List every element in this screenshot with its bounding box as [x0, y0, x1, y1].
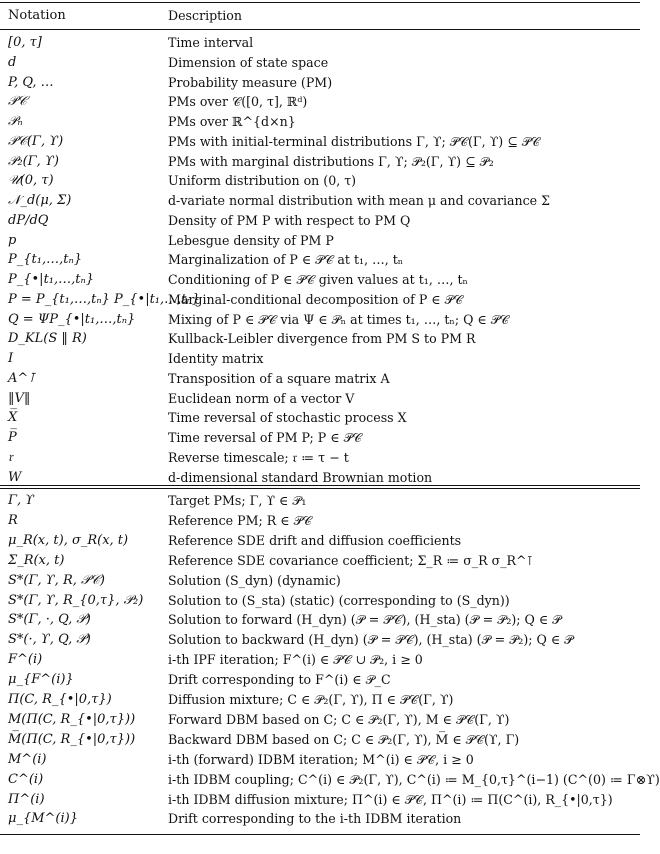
table-row — [0, 191, 640, 211]
notation-cell: Γ, ϒ — [8, 493, 35, 508]
notation-cell: 𝒫𝒞 — [8, 94, 27, 110]
notation-cell: P = P_{t₁,…,tₙ} P_{•|t₁,…,tₙ} — [8, 291, 201, 307]
notation-cell: 𝒫₂(Γ, ϒ) — [8, 153, 59, 169]
table-row — [0, 329, 640, 349]
description-cell: i-th IDBM coupling; C^(i) ∈ 𝒫₂(Γ, ϒ), C^(i) ≔ M_{0,τ}^(i−1) (C^(0) ≔ Γ⊗ϒ) — [168, 771, 660, 787]
table-row — [0, 310, 640, 330]
table-row — [0, 92, 640, 112]
notation-cell: P, Q, … — [8, 74, 54, 90]
notation-cell: S*(·, ϒ, Q, 𝒫) — [8, 632, 91, 648]
description-cell: PMs with marginal distributions Γ, ϒ; 𝒫₂(Γ, ϒ) ⊆ 𝒫₂ — [168, 153, 494, 169]
table-row — [0, 770, 660, 790]
description-cell: d-variate normal distribution with mean μ and covariance Σ — [168, 193, 551, 208]
description-cell: Target PMs; Γ, ϒ ∈ 𝒫₁ — [168, 493, 307, 508]
notation-cell: ‖V‖ — [8, 390, 31, 406]
description-cell: Mixing of P ∈ 𝒫𝒞 via Ψ ∈ 𝒫ₙ at times t₁, …, tₙ; Q ∈ 𝒫𝒞 — [168, 311, 510, 327]
description-cell: Solution (S_dyn) (dynamic) — [168, 572, 341, 588]
notation-cell: 𝔯 — [8, 449, 13, 465]
notation-cell: Π^(i) — [8, 791, 45, 807]
table-row — [0, 690, 640, 710]
table-row — [0, 790, 640, 810]
description-cell: Lebesgue density of PM P — [168, 232, 334, 248]
notation-cell: μ_{F^(i)} — [8, 672, 74, 688]
notation-cell: μ_R(x, t), σ_R(x, t) — [8, 532, 129, 548]
description-cell: Drift corresponding to F^(i) ∈ 𝒫_C — [168, 672, 391, 688]
notation-cell: dP/dQ — [8, 212, 49, 228]
notation-cell: μ_{M^(i)} — [8, 811, 78, 827]
description-cell: Solution to (S_sta) (static) (corresponding to (S_dyn)) — [168, 592, 510, 608]
description-cell: Reference SDE covariance coefficient; Σ_R ≔ σ_R σ_R^⊺ — [168, 552, 534, 568]
description-cell: Solution to backward (H_dyn) (𝒫 = 𝒫𝒞), (H_sta) (𝒫 = 𝒫₂); Q ∈ 𝒫 — [168, 632, 574, 648]
table-row — [0, 290, 640, 310]
description-cell: PMs over 𝒞([0, τ], ℝᵈ) — [168, 94, 308, 110]
notation-cell: S*(Γ, ϒ, R, 𝒫𝒞) — [8, 572, 105, 588]
table-row — [0, 73, 640, 93]
notation-cell: [0, τ] — [8, 35, 42, 50]
notation-cell: S*(Γ, ϒ, R_{0,τ}, 𝒫₂) — [8, 592, 144, 608]
table-row — [0, 670, 640, 690]
description-cell: Marginal-conditional decomposition of P ∈ 𝒫𝒞 — [168, 291, 463, 307]
table-row — [0, 408, 640, 428]
description-cell: Backward DBM based on C; C ∈ 𝒫₂(Γ, ϒ), M̅ ∈ 𝒫𝒞(ϒ, Γ) — [168, 731, 520, 747]
description-cell: Marginalization of P ∈ 𝒫𝒞 at t₁, …, tₙ — [168, 252, 404, 268]
table-header — [0, 6, 640, 26]
table-row — [0, 591, 640, 611]
table-row — [0, 730, 640, 750]
table-row — [0, 491, 640, 511]
notation-cell: C^(i) — [8, 771, 44, 787]
description-cell: Transposition of a square matrix A — [168, 370, 390, 386]
description-cell: Kullback-Leibler divergence from PM S to PM R — [168, 331, 476, 347]
notation-cell: 𝒫𝒞(Γ, ϒ) — [8, 133, 64, 149]
notation-cell: 𝒫ₙ — [8, 114, 23, 129]
notation-cell: S*(Γ, ·, Q, 𝒫) — [8, 612, 91, 628]
description-cell: PMs over ℝ^{d×n} — [168, 114, 296, 129]
header-notation: Notation — [8, 8, 66, 23]
bottom-rule — [0, 834, 640, 835]
notation-cell: P̅ — [8, 430, 17, 445]
table-row — [0, 428, 640, 448]
header-rule — [0, 29, 640, 30]
description-cell: Reference PM; R ∈ 𝒫𝒞 — [168, 512, 312, 528]
description-cell: i-th (forward) IDBM iteration; M^(i) ∈ 𝒫𝒞, i ≥ 0 — [168, 751, 474, 767]
description-cell: Reverse timescale; 𝔯 ≔ τ − t — [168, 449, 349, 465]
table-row — [0, 710, 640, 730]
table-row — [0, 270, 640, 290]
notation-cell: A^⊺ — [8, 370, 36, 386]
table-row — [0, 809, 640, 829]
table-row — [0, 630, 640, 650]
notation-cell: P_{t₁,…,tₙ} — [8, 252, 82, 268]
description-cell: Time reversal of PM P; P ∈ 𝒫𝒞 — [168, 430, 362, 445]
table-row — [0, 389, 640, 409]
table-row — [0, 231, 640, 251]
description-cell: Uniform distribution on (0, τ) — [168, 173, 357, 189]
table-row — [0, 132, 640, 152]
notation-cell: P_{•|t₁,…,tₙ} — [8, 272, 95, 287]
table-row — [0, 152, 640, 172]
table-row — [0, 511, 640, 531]
notation-cell: D_KL(S ‖ R) — [8, 331, 87, 347]
description-cell: i-th IDBM diffusion mixture; Π^(i) ∈ 𝒫𝒞, Π^(i) ≔ Π(C^(i), R_{•|0,τ}) — [168, 791, 613, 807]
table-row — [0, 33, 640, 53]
table-row — [0, 571, 640, 591]
notation-cell: d — [8, 54, 17, 70]
notation-cell: M(Π(C, R_{•|0,τ})) — [8, 711, 136, 727]
table-row — [0, 369, 640, 389]
notation-cell: X̅ — [8, 410, 18, 426]
table-row — [0, 610, 640, 630]
description-cell: Conditioning of P ∈ 𝒫𝒞 given values at t₁, …, tₙ — [168, 272, 468, 287]
description-cell: Probability measure (PM) — [168, 74, 333, 90]
description-cell: Euclidean norm of a vector V — [168, 390, 355, 406]
notation-cell: Σ_R(x, t) — [8, 552, 65, 568]
header-description: Description — [168, 8, 242, 23]
top-rule — [0, 2, 640, 3]
description-cell: Drift corresponding to the i-th IDBM iteration — [168, 811, 462, 827]
description-cell: PMs with initial-terminal distributions Γ, ϒ; 𝒫𝒞(Γ, ϒ) ⊆ 𝒫𝒞 — [168, 133, 541, 149]
notation-cell: Π(C, R_{•|0,τ}) — [8, 692, 112, 707]
description-cell: Solution to forward (H_dyn) (𝒫 = 𝒫𝒞), (H_sta) (𝒫 = 𝒫₂); Q ∈ 𝒫 — [168, 612, 562, 628]
notation-cell: p — [8, 232, 17, 248]
table-row — [0, 750, 640, 770]
description-cell: Dimension of state space — [168, 54, 329, 70]
notation-cell: W — [8, 469, 22, 485]
description-cell: i-th IPF iteration; F^(i) ∈ 𝒫𝒞 ∪ 𝒫₂, i ≥ 0 — [168, 652, 423, 668]
description-cell: Forward DBM based on C; C ∈ 𝒫₂(Γ, ϒ), M ∈ 𝒫𝒞(Γ, ϒ) — [168, 711, 510, 727]
table-row — [0, 211, 640, 231]
description-cell: d-dimensional standard Brownian motion — [168, 469, 433, 485]
description-cell: Time interval — [168, 35, 254, 50]
group-separator-rule-second — [0, 488, 640, 489]
notation-cell: M̅(Π(C, R_{•|0,τ})) — [8, 731, 136, 747]
notation-cell: Q = ΨP_{•|t₁,…,tₙ} — [8, 311, 136, 327]
table-row — [0, 531, 640, 551]
table-row — [0, 349, 640, 369]
notation-cell: R — [8, 512, 18, 528]
notation-cell: M^(i) — [8, 751, 47, 767]
table-row — [0, 551, 640, 571]
table-row — [0, 53, 640, 73]
description-cell: Reference SDE drift and diffusion coefficients — [168, 532, 462, 548]
table-row — [0, 448, 640, 468]
description-cell: Time reversal of stochastic process X — [168, 410, 407, 426]
notation-cell: F^(i) — [8, 652, 43, 668]
notation-cell: 𝒩_d(μ, Σ) — [8, 193, 72, 208]
description-cell: Diffusion mixture; C ∈ 𝒫₂(Γ, ϒ), Π ∈ 𝒫𝒞(Γ, ϒ) — [168, 692, 454, 707]
notation-cell: 𝒰(0, τ) — [8, 173, 54, 189]
table-row — [0, 650, 640, 670]
description-cell: Density of PM P with respect to PM Q — [168, 212, 411, 228]
table-row — [0, 112, 640, 132]
group-separator-rule — [0, 485, 640, 486]
table-row — [0, 250, 640, 270]
notation-cell: I — [8, 351, 14, 366]
description-cell: Identity matrix — [168, 351, 264, 366]
table-row — [0, 171, 640, 191]
